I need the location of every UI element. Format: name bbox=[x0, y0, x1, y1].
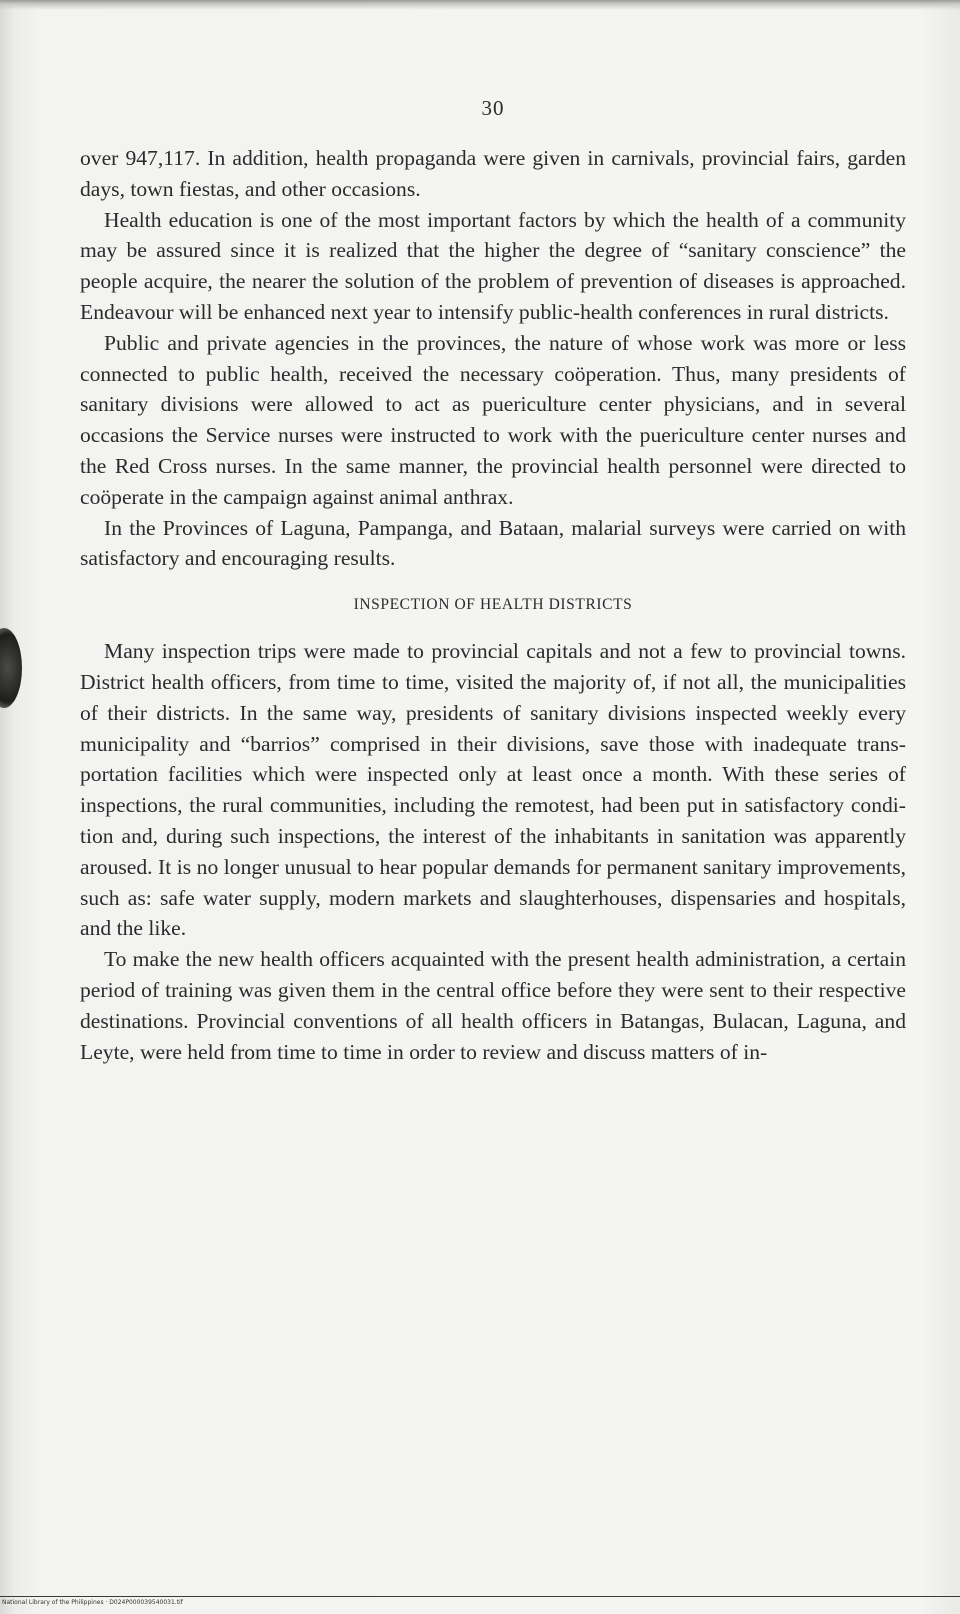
page-top-edge bbox=[0, 0, 960, 10]
paragraph-training: To make the new health officers acquainted with the present health administration, a certain period of training was given them in the central office before they were sent to their respective destinations. Provincial conventions of all health officers in Batangas, Bulacan, Laguna, and Leyte, were held from time to time in order to review and discuss matters of in- bbox=[80, 947, 906, 1064]
page-number: 30 bbox=[481, 96, 505, 120]
paragraph-inspection-trips: Many inspection trips were made to provincial capitals and not a few to provincial towns. District health officers, from time to time, visited the majority of, if not all, the municipalities of their districts. In the same way, presidents of sanitary divisions inspected weekly every municipality and “barrios” comprised in their divisions, save those with inadequate transportation facilities which were inspected only at least once a month. With these series of inspections, the rural communities, including the remotest, had been put in satisfactory condition and, during such inspections, the interest of the inhabitants in sanitation was apparently aroused. It is no longer unusual to hear popular demands for permanent sanitary improvements, such as: safe water supply, modern markets and slaughterhouses, dispensaries and hospitals, and the like. bbox=[80, 639, 906, 941]
footer-credit: National Library of the Philippines · D024P000039540031.tif bbox=[2, 1599, 183, 1606]
binding-shadow bbox=[0, 628, 22, 708]
footer-divider bbox=[0, 1596, 960, 1597]
paragraph-continuation: over 947,117. In addition, health propaganda were given in carnivals, provincial fairs, garden days, town fiestas, and other occasions. bbox=[80, 146, 906, 201]
page-text-block bbox=[80, 96, 906, 1067]
paragraph-agencies-cooperation: Public and private agencies in the provinces, the nature of whose work was more or less connected to public health, received the necessary coöperation. Thus, many presidents of sanitary divisions were allowed to act as puericulture center physicians, and in several occasions the Service nurses were instructed to work with the puericulture center nurses and the Red Cross nurses. In the same manner, the provincial health personnel were directed to coöperate in the campaign against animal anthrax. bbox=[80, 330, 906, 509]
paragraph-health-education: Health education is one of the most important factors by which the health of a community may be assured since it is realized that the higher the degree of “sanitary conscience” the people acquire, the nearer the solution of the problem of prevention of diseases is approached. Endeavour will be enhanced next year to intensify public-health conferences in rural districts. bbox=[80, 207, 906, 324]
paragraph-malarial-surveys: In the Provinces of Laguna, Pampanga, and Bataan, malarial surveys were carried on with satisfactory and encouraging results. bbox=[80, 515, 906, 571]
section-heading: INSPECTION OF HEALTH DISTRICTS bbox=[353, 596, 633, 614]
